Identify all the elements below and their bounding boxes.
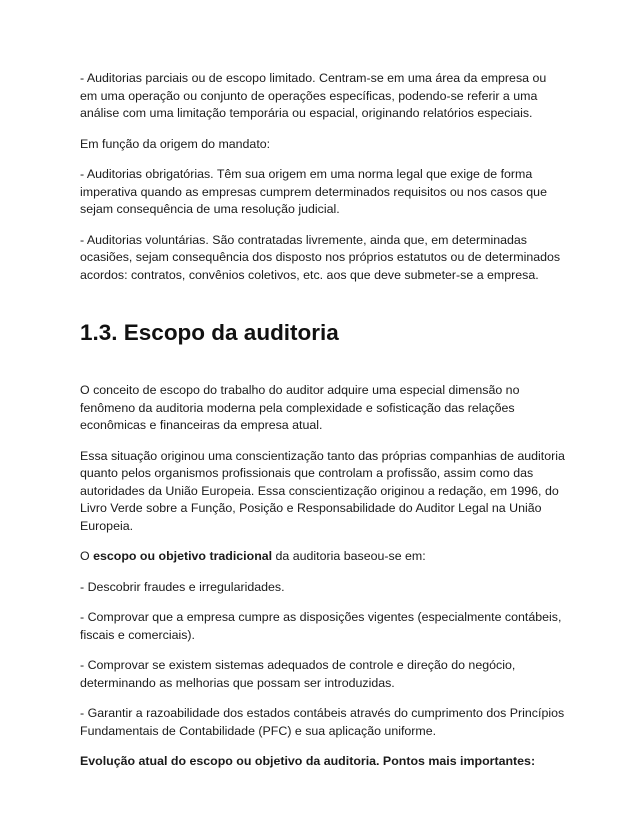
list-item: - Garantir a razoabilidade dos estados contábeis através do cumprimento dos Princípios Fundamentais de Contabilidade (PFC) e sua aplicação uniforme. [80, 706, 565, 738]
list-item: - Comprovar que a empresa cumpre as disposições vigentes (especialmente contábeis, fiscais e comerciais). [80, 610, 562, 642]
paragraph-mandate-origin: Em função da origem do mandato: [80, 136, 271, 151]
paragraph-mandatory-audits: - Auditorias obrigatórias. Têm sua origem em uma norma legal que exige de forma imperativa quando as empresas cumprem determinados requisitos ou nos casos que sejam consequência de uma resolução judicial. [80, 167, 547, 216]
paragraph-scope-concept: O conceito de escopo do trabalho do auditor adquire uma especial dimensão no fenômeno da auditoria moderna pela complexidade e sofisticação das relações econômicas e financeiras da empresa atual. [80, 383, 520, 432]
scope-intro-bold: escopo ou objetivo tradicional [93, 549, 273, 563]
paragraph-traditional-scope [80, 548, 566, 566]
scope-intro-prefix: O [80, 549, 94, 563]
paragraph-awareness: Essa situação originou uma conscientização tanto das próprias companhias de auditoria quanto pelos organismos profissionais que controlam a profissão, assim como das autoridades da União Europeia. Essa conscientização originou a redação, em 1996, do Livro Verde sobre a Função, Posição e Responsabilidade do Auditor Legal na União Europeia. [80, 448, 565, 533]
scope-intro-suffix: da auditoria baseou-se em: [272, 549, 426, 563]
closing-bold-text: Evolução atual do escopo ou objetivo da auditoria. Pontos mais importantes: [80, 754, 536, 768]
list-item: - Comprovar se existem sistemas adequados de controle e direção do negócio, determinando as melhorias que possam ser introduzidas. [80, 658, 516, 690]
paragraph-voluntary-audits: - Auditorias voluntárias. São contratadas livremente, ainda que, em determinadas ocasiões, sejam consequência dos disposto nos próprios estatutos ou de determinados acordos: contratos, convênios coletivos, etc. aos que deve submeter-se a empresa. [80, 232, 561, 282]
paragraph-current-evolution [80, 753, 566, 771]
text-column [80, 70, 566, 784]
list-item: - Descobrir fraudes e irregularidades. [80, 579, 285, 594]
section-heading: 1.3. Escopo da auditoria [80, 320, 339, 345]
paragraph-partial-audits: - Auditorias parciais ou de escopo limitado. Centram-se em uma área da empresa ou em uma operação ou conjunto de operações específicas, podendo-se referir a uma análise com uma limitação temporária ou espacial, originando relatórios especiais. [80, 71, 547, 120]
